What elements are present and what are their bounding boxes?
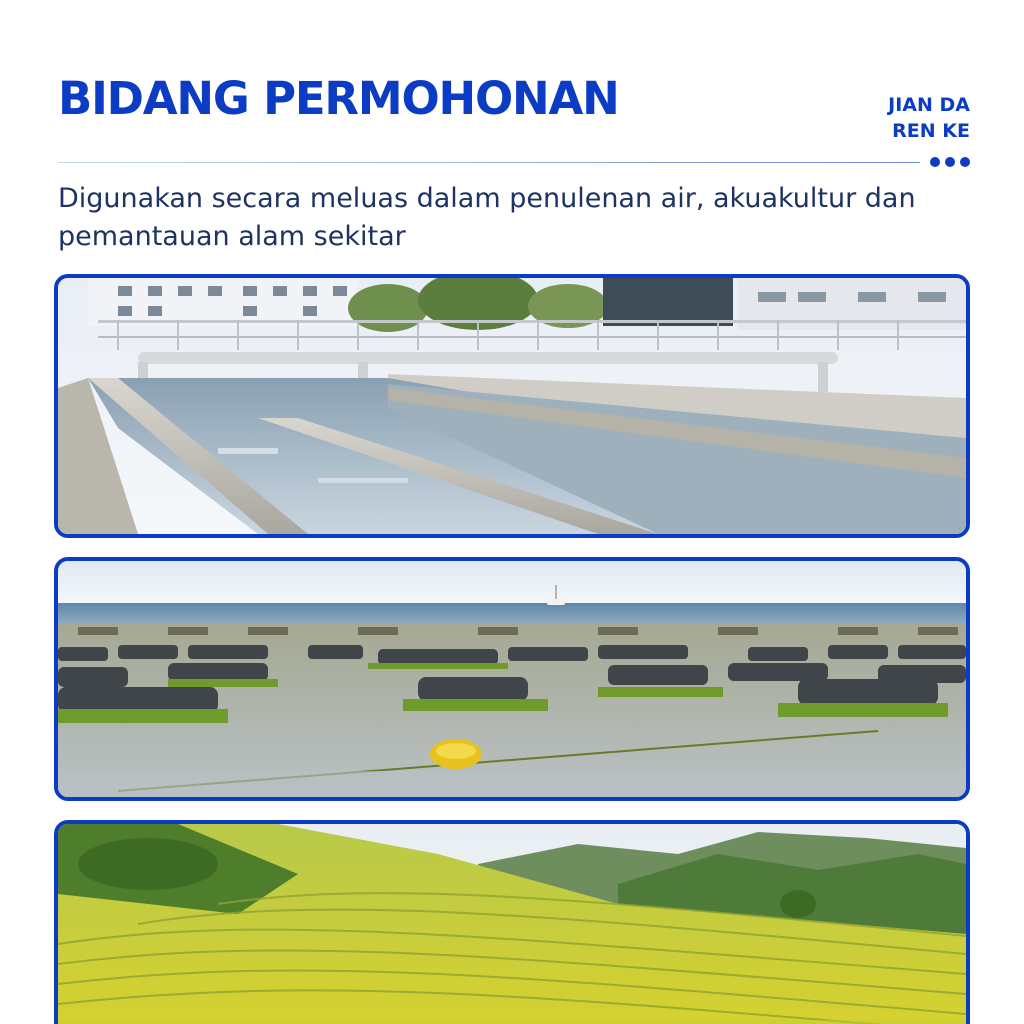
aquaculture-photo (54, 557, 970, 801)
dot-icon (960, 157, 970, 167)
water-treatment-plant-photo (58, 278, 966, 534)
rice-terrace-landscape-photo (58, 824, 966, 1024)
page-title: BIDANG PERMOHONAN (58, 72, 619, 125)
brand-line-1: JIAN DA (888, 94, 970, 116)
header-divider (58, 162, 920, 163)
dots-ornament (930, 157, 970, 167)
rice-terrace-photo (54, 820, 970, 1024)
water-treatment-photo (54, 274, 970, 538)
brand-logo-text (888, 92, 970, 144)
page-description: Digunakan secara meluas dalam penulenan air, akuakultur dan pemantauan alam sekitar (58, 183, 916, 252)
brand-line-2: REN KE (892, 120, 970, 142)
dot-icon (945, 157, 955, 167)
aquaculture-farm-photo (58, 561, 966, 797)
dot-icon (930, 157, 940, 167)
